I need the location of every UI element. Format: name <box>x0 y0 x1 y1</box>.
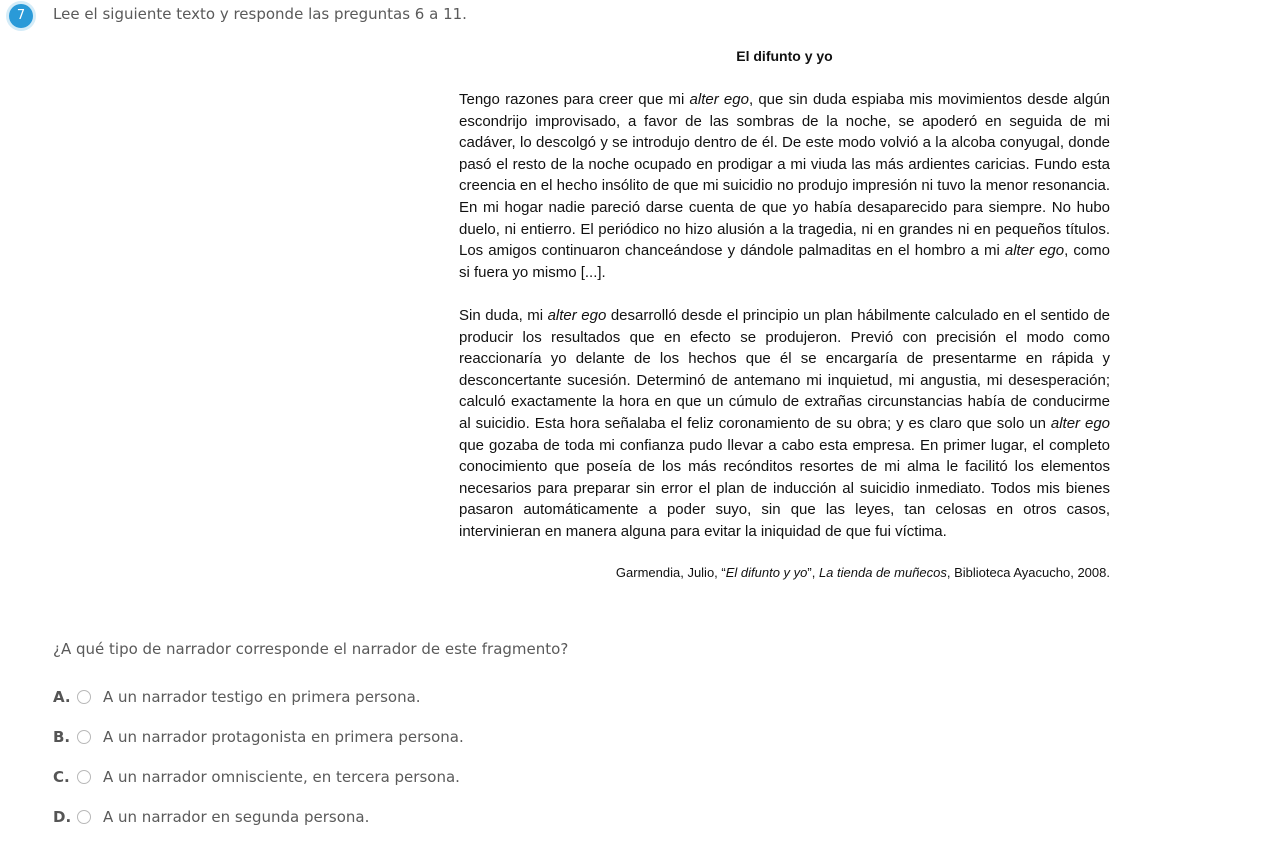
reading-citation <box>459 564 1110 582</box>
citation-separator: ”, <box>807 565 819 581</box>
option-b[interactable] <box>53 726 464 748</box>
reading-title: El difunto y yo <box>736 48 833 64</box>
paragraph-text: desarrolló desde el principio un plan hábilmente calculado en el sentido de producir los resultados que en efecto se produjeron. Previó con precisión el modo como reaccionaría yo delante de los hechos que él se encargaría de presentarme en rápida y desconcertante sucesión. Determinó de antemano mi inquietud, mi angustia, mi desesperación; calculó exactamente la hora en que un cúmulo de extrañas circunstancias había de conducirme al suicidio. Esta hora señalaba el feliz coronamiento de su obra; y es claro que solo un <box>459 306 1111 432</box>
citation-book: La tienda de muñecos <box>818 565 947 581</box>
option-label: A un narrador omnisciente, en tercera persona. <box>103 768 460 786</box>
paragraph-emphasis: alter ego <box>689 91 749 108</box>
paragraph-text: que gozaba de toda mi confianza pudo llevar a cabo esta empresa. En primer lugar, el completo conocimiento que poseía de los más recónditos resortes de mi alma le facilitó los elementos necesarios para preparar sin error el plan de inducción al suicidio inmediato. Todos mis bienes pasaron automáticamente a poder suyo, sin que las leyes, tan celosas en otros casos, intervinieran en manera alguna para evitar la iniquidad de que fui víctima. <box>459 436 1110 540</box>
paragraph-text: , que sin duda espiaba mis movimientos desde algún escondrijo improvisado, a favor de las sombras de la noche, se apoderó en seguida de mi cadáver, lo descolgó y se introdujo dentro de él. De este modo volvió a la alcoba conyugal, donde pasó el resto de la noche ocupado en prodigar a mi viuda las más ardientes caricias. Fundo esta creencia en el hecho insólito de que mi suicidio no produjo impresión ni tuvo la menor resonancia. En mi hogar nadie pareció darse cuenta de que yo había desaparecido para siempre. No hubo duelo, ni entierro. El periódico no hizo alusión a la tragedia, ni en grandes ni en pequeños títulos. Los amigos continuaron chanceándose y dándole palmaditas en el hombro a mi <box>459 91 1111 260</box>
paragraph-text: Sin duda, mi <box>459 306 548 324</box>
radio-button[interactable] <box>77 690 91 704</box>
option-a[interactable] <box>53 686 421 708</box>
instruction-text: Lee el siguiente texto y responde las preguntas 6 a 11. <box>53 5 467 23</box>
paragraph-emphasis: alter ego <box>1050 414 1111 432</box>
option-label: A un narrador protagonista en primera persona. <box>103 728 464 746</box>
option-letter: A. <box>53 688 71 706</box>
paragraph-text: Tengo razones para creer que mi <box>459 91 690 108</box>
option-d[interactable] <box>53 806 369 828</box>
reading-paragraph-2 <box>459 305 1110 543</box>
radio-button[interactable] <box>77 730 91 744</box>
paragraph-emphasis: alter ego <box>547 306 607 324</box>
citation-story: El difunto y yo <box>725 565 808 581</box>
option-letter: D. <box>53 808 72 826</box>
radio-button[interactable] <box>77 810 91 824</box>
option-label: A un narrador testigo en primera persona. <box>103 688 421 706</box>
question-text: ¿A qué tipo de narrador corresponde el narrador de este fragmento? <box>53 640 569 658</box>
option-c[interactable] <box>53 766 460 788</box>
option-label: A un narrador en segunda persona. <box>103 808 370 826</box>
option-letter: C. <box>53 768 70 786</box>
option-letter: B. <box>53 728 71 746</box>
radio-button[interactable] <box>77 770 91 784</box>
reading-passage <box>459 46 1110 582</box>
reading-paragraph-1 <box>459 89 1110 283</box>
citation-author: Garmendia, Julio, “ <box>615 565 726 581</box>
citation-publisher: , Biblioteca Ayacucho, 2008. <box>946 565 1110 581</box>
paragraph-emphasis: alter ego <box>1004 242 1065 260</box>
paragraph-text: , como si fuera yo mismo [...]. <box>459 242 1111 281</box>
question-number-badge: 7 <box>9 4 33 28</box>
